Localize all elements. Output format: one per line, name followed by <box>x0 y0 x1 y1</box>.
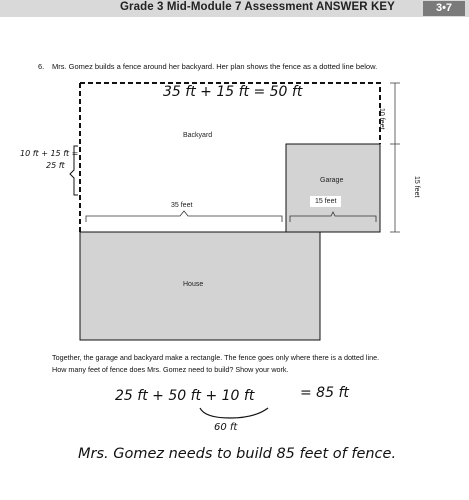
problem-number: 6. <box>38 62 45 71</box>
dim-15-label: 15 feet <box>413 176 420 198</box>
top-equation: 35 ft + 15 ft = 50 ft <box>163 84 303 100</box>
question-line-2: How many feet of fence does Mrs. Gomez need to build? Show your work. <box>52 365 289 374</box>
dim-10-label: 10 feet <box>378 108 385 130</box>
brace-35 <box>86 211 282 222</box>
left-note-1: 10 ft + 15 ft = <box>20 149 79 158</box>
garage-width-label: 15 feet <box>310 196 341 207</box>
problem-text: Mrs. Gomez builds a fence around her backyard. Her plan shows the fence as a dotted line below. <box>52 62 378 71</box>
answer-result: = 85 ft <box>300 385 349 401</box>
garage-rect <box>286 144 380 232</box>
module-badge: 3•7 <box>423 1 465 16</box>
header-title: Grade 3 Mid-Module 7 Assessment ANSWER KEY <box>120 1 395 13</box>
answer-brace <box>200 408 268 418</box>
house-label: House <box>183 281 204 288</box>
left-note-2: 25 ft <box>46 161 65 170</box>
house-width-label: 35 feet <box>171 202 193 209</box>
question-line-1: Together, the garage and backyard make a rectangle. The fence goes only where there is a dotted line. <box>52 353 380 362</box>
answer-final: Mrs. Gomez needs to build 85 feet of fence. <box>78 446 397 462</box>
garage-label: Garage <box>320 177 344 184</box>
answer-work: 25 ft + 50 ft + 10 ft <box>115 388 255 404</box>
answer-subtotal: 60 ft <box>214 422 238 433</box>
backyard-label: Backyard <box>183 132 213 139</box>
